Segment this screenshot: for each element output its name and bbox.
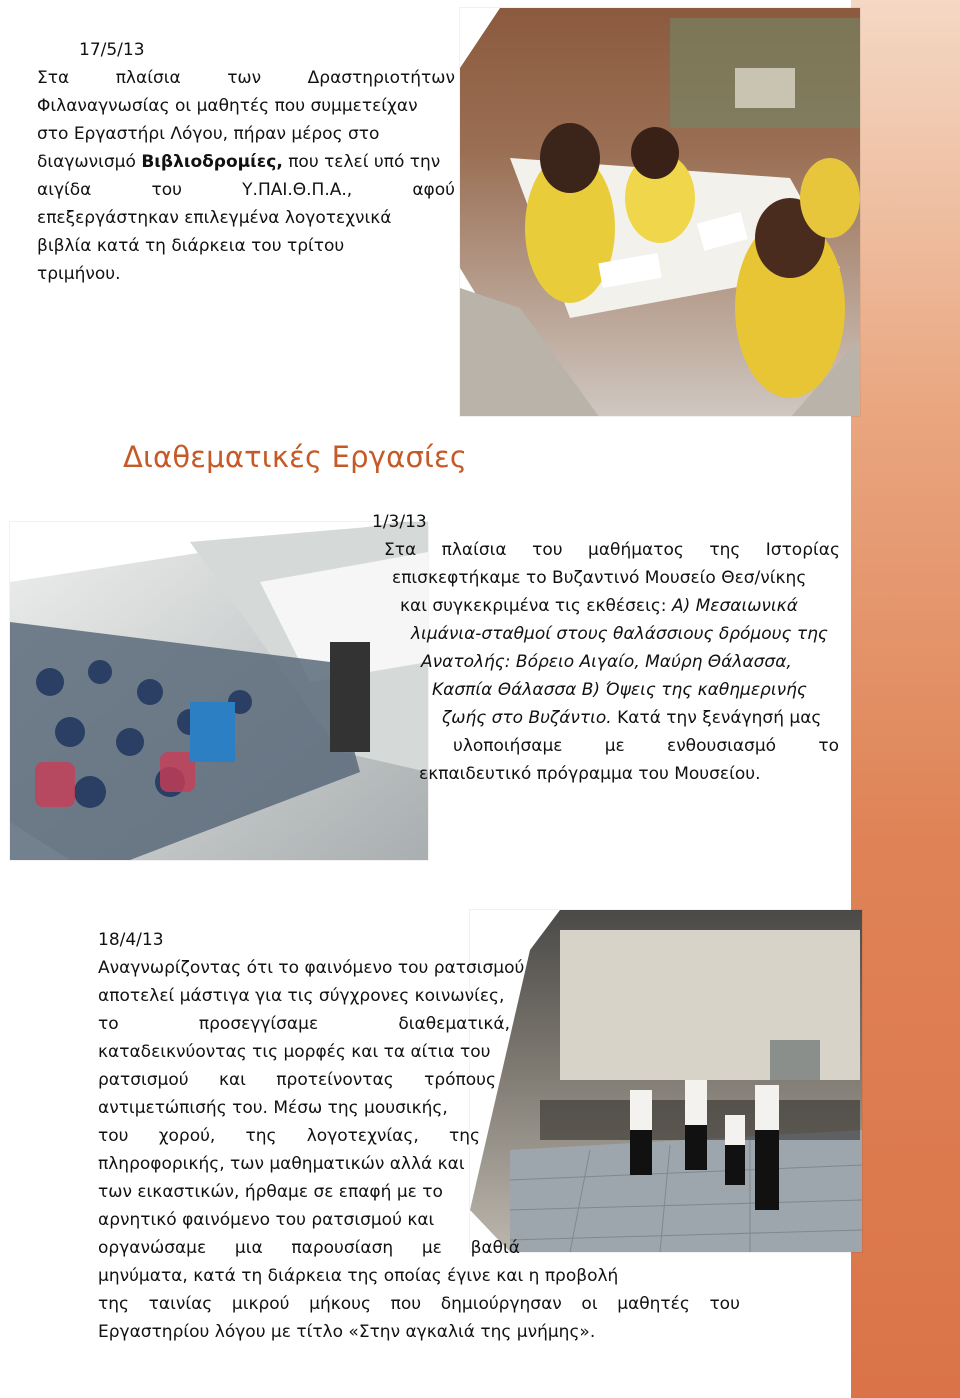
- text-line: αντιμετώπισής του. Μέσω της μουσικής,: [98, 1098, 448, 1118]
- text-line: του χορού, της λογοτεχνίας, της: [98, 1126, 480, 1146]
- text-line: λιμάνια-σταθμοί στους θαλάσσιους δρόμους της: [411, 624, 828, 644]
- text-line: οργανώσαμε μια παρουσίαση με βαθιά: [98, 1238, 520, 1258]
- text-line: Κασπία Θάλασσα Β) Όψεις της καθημερινής: [432, 680, 807, 700]
- text-line: επεξεργάστηκαν επιλεγμένα λογοτεχνικά: [37, 208, 392, 228]
- text-line: μηνύματα, κατά τη διάρκεια της οποίας έγινε και η προβολή: [98, 1266, 619, 1286]
- text-block-byzantine-museum: [0, 508, 860, 788]
- photo-students-reading: [460, 8, 860, 416]
- text-line: Εργαστηρίου λόγου με τίτλο «Στην αγκαλιά της μνήμης».: [98, 1322, 596, 1342]
- text-line: και συγκεκριμένα τις εκθέσεις: Α) Μεσαιωνικά: [400, 596, 798, 616]
- text-line: στο Εργαστήρι Λόγου, πήραν μέρος στο: [37, 124, 380, 144]
- text-line: τριμήνου.: [37, 264, 121, 284]
- text-line: εκπαιδευτικό πρόγραμμα του Μουσείου.: [419, 764, 761, 784]
- text-line: Στα πλαίσια των Δραστηριοτήτων: [37, 68, 455, 88]
- text-line: ρατσισμού και προτείνοντας τρόπους: [98, 1070, 496, 1090]
- date-label: 1/3/13: [372, 512, 427, 532]
- text-line: Αναγνωρίζοντας ότι το φαινόμενο του ρατσισμού: [98, 958, 525, 978]
- date-label: 18/4/13: [98, 930, 164, 950]
- text-line: αρνητικό φαινόμενο του ρατσισμού και: [98, 1210, 435, 1230]
- text-line: διαγωνισμό Βιβλιοδρομίες, που τελεί υπό την: [37, 152, 441, 172]
- section-heading: Διαθεματικές Εργασίες: [123, 440, 468, 474]
- text-line: ζωής στο Βυζάντιο. Κατά την ξενάγησή μας: [442, 708, 822, 728]
- text-line: το προσεγγίσαμε διαθεματικά,: [98, 1014, 510, 1034]
- text-line: αποτελεί μάστιγα για τις σύγχρονες κοινωνίες,: [98, 986, 505, 1006]
- text-line: της ταινίας μικρού μήκους που δημιούργησαν οι μαθητές του: [98, 1294, 740, 1314]
- text-line: βιβλία κατά τη διάρκεια του τρίτου: [37, 236, 345, 256]
- text-line: Ανατολής: Βόρειο Αιγαίο, Μαύρη Θάλασσα,: [421, 652, 792, 672]
- text-line: υλοποιήσαμε με ενθουσιασμό το: [453, 736, 839, 756]
- text-line: πληροφορικής, των μαθηματικών αλλά και: [98, 1154, 465, 1174]
- text-line: Φιλαναγνωσίας οι μαθητές που συμμετείχαν: [37, 96, 418, 116]
- date-label: 17/5/13: [79, 40, 145, 60]
- text-block-bibliodromies: [37, 36, 455, 288]
- text-line: επισκεφτήκαμε το Βυζαντινό Μουσείο Θεσ/νίκης: [392, 568, 807, 588]
- text-line: αιγίδα του Υ.ΠΑΙ.Θ.Π.Α., αφού: [37, 180, 455, 200]
- text-line: Στα πλαίσια του μαθήματος της Ιστορίας: [384, 540, 840, 560]
- decorative-side-band: [851, 0, 960, 1398]
- text-block-racism-project: [98, 926, 748, 1346]
- text-line: καταδεικνύοντας τις μορφές και τα αίτια του: [98, 1042, 491, 1062]
- text-line: των εικαστικών, ήρθαμε σε επαφή με το: [98, 1182, 443, 1202]
